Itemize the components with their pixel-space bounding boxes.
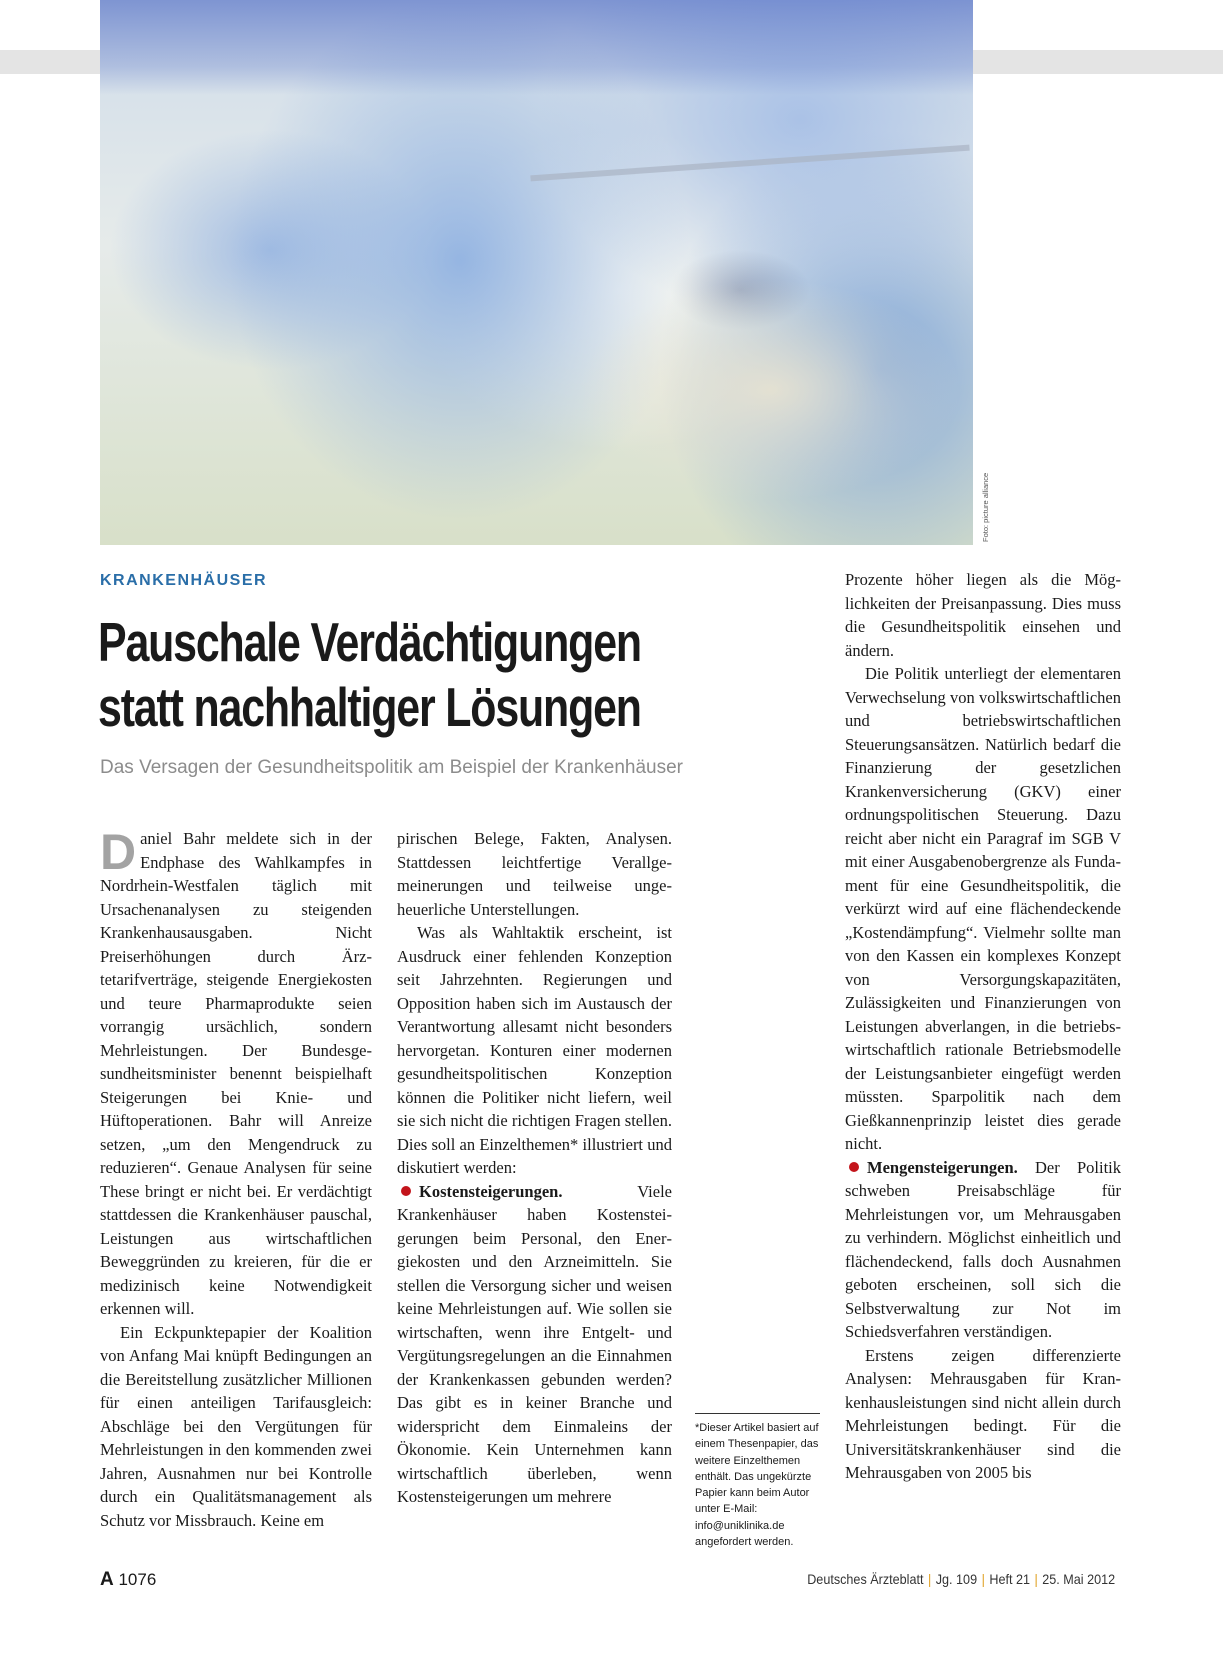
photo-credit (978, 470, 992, 545)
paragraph: Prozente höher liegen als die Möglichkeiten der Preisanpassung. Dies muss die Gesundheitspolitik einsehen und ändern. (845, 570, 1121, 660)
page-prefix: A (100, 1569, 114, 1590)
bullet-dot-icon (849, 1162, 859, 1172)
footnote: *Dieser Artikel basiert auf einem Thesenpapier, das weitere Einzelthemen enthält. Das ungekürzte Papier kann beim Autor unter E-Mail: info@uniklinika.de angefordert werden. (695, 1413, 820, 1550)
drop-cap: D (100, 824, 137, 880)
page-number (100, 1569, 156, 1591)
text-column-2 (397, 827, 672, 1509)
paragraph-bullet (397, 1180, 672, 1509)
journal-issue: Heft 21 (989, 1571, 1030, 1587)
journal-name: Deutsches Ärzteblatt (807, 1571, 924, 1587)
photo-gurney-rail (530, 145, 969, 182)
footer-separator: | (981, 1571, 985, 1587)
section-kicker: KRANKENHÄUSER (100, 572, 268, 589)
footer-citation (807, 1571, 1115, 1587)
journal-date: 25. Mai 2012 (1042, 1571, 1115, 1587)
text-column-1 (100, 824, 372, 1532)
paragraph-text: Der Politik schweben Preisabschläge für Mehrleistungen vor, um Mehrausgaben zu verhindern. Möglichst einheitlich und flächendeckend, falls doch Ausnahmen geboten erscheinen, soll sich die Selbstverwaltung zur Not im Schiedsverfahren verständigen. (845, 1157, 1121, 1341)
paragraph-bullet (845, 1156, 1121, 1344)
article-headline (98, 610, 660, 740)
paragraph (100, 824, 372, 1321)
headline-line-1: Pauschale Verdächtigungen (98, 611, 641, 673)
paragraph: Was als Wahltaktik erscheint, ist Ausdruck einer fehlenden Konzeption seit Jahrzehnten. Regierungen und Opposition haben sich im Austausch der Verantwortung allesamt nicht besonders hervorgetan. Konturen einer modernen gesundheitspolitischen Konzeption können die Politiker nicht liefern, weil sie sich nicht die richtigen Fragen stellen. Dies soll an Einzelthemen* illustriert und diskutiert werden: (397, 923, 672, 1177)
photo-credit-text: Foto: picture alliance (981, 472, 990, 542)
bullet-lead: Kostensteigerungen. (419, 1181, 563, 1201)
article-subtitle: Das Versagen der Gesundheitspolitik am Beispiel der Krankenhäuser (100, 757, 683, 778)
header-band-left (0, 50, 100, 74)
article-photo (100, 0, 973, 545)
header-band-right (973, 50, 1223, 74)
paragraph-text: Viele Krankenhäuser haben Kostensteigerungen beim Personal, den Energiekosten und den Arzneimitteln. Sie stellen die Versorgung sicher und weisen keine Mehrleistungen auf. Wie sollen sie wirtschaften, wenn ihre Entgelt- und Vergütungsregelungen an die Einnahmen der Krankenkassen gebunden werden? Das gibt es in keiner Branche und widerspricht dem Einmaleins der Ökonomie. Kein Unternehmen kann wirtschaftlich überleben, wenn Kostensteigerungen um mehrere (397, 1181, 672, 1506)
paragraph-text: aniel Bahr meldete sich in der Endphase des Wahlkampfes in Nordrhein-Westfalen täglich mit Ursachenanalysen zu steigenden Krankenhausausgaben. Nicht Preiserhöhungen durch Ärztetarifverträge, steigende Energiekosten und teure Pharmaprodukte seien vorrangig ursächlich, sondern Mehrleistungen. Der Bundesgesundheitsminister benennt beispielhaft Steigerungen bei Knie- und Hüftoperationen. Bahr will Anreize setzen, „um den Mengendruck zu reduzieren“. Genaue Analysen für seine These bringt er nicht bei. Er verdächtigt stattdessen die Krankenhäuser pauschal, Leistungen aus wirtschaftlichen Beweggründen zu kreieren, für die er medizinisch keine Notwendigkeit erkennen will. (100, 829, 372, 1318)
paragraph: Ein Eckpunktepapier der Koalition von Anfang Mai knüpft Bedingungen an die Bereitstellung zusätzlicher Millionen für einen anteiligen Tarifausgleich: Abschläge bei den Vergütungen für Mehrleistungen in den kommenden zwei Jahren, Ausnahmen nur bei Kontrolle durch ein Qualitätsmanagement als Schutz vor Missbrauch. Keine em (100, 1322, 372, 1530)
footer-separator: | (1034, 1571, 1038, 1587)
paragraph: pirischen Belege, Fakten, Analysen. Stattdessen leichtfertige Verallgemeinerungen und teilweise ungeheuerliche Unterstellungen. (397, 829, 672, 919)
bullet-dot-icon (401, 1186, 411, 1196)
headline-line-2: statt nachhaltiger Lösungen (98, 676, 641, 738)
journal-volume: Jg. 109 (935, 1571, 977, 1587)
paragraph: Erstens zeigen differenzierte Analysen: Mehrausgaben für Krankenhausleistungen sind nicht allein durch Mehrleistungen bedingt. Für die Universitätskrankenhäuser sind die Mehrausgaben von 2005 bis (845, 1345, 1121, 1482)
bullet-lead: Mengensteigerungen. (867, 1157, 1018, 1177)
paragraph: Die Politik unterliegt der elementaren Verwechselung von volkswirtschaftlichen und betriebswirtschaftlichen Steuerungsansätzen. Natürlich bedarf die Finanzierung der gesetzlichen Krankenversicherung (GKV) einer ordnungspolitischen Steuerung. Dazu reicht aber nicht ein Paragraf im SGB V mit einer Ausgabenobergrenze als Fundament für eine Gesundheitspolitik, die verkürzt wird auf eine flächendeckende „Kostendämpfung“. Vielmehr sollte man von den Kassen ein komplexes Konzept von Versorgungskapazitäten, Zulässigkeiten und Finanzierungen von Leistungen abverlangen, in die betriebswirtschaftlich rationale Betriebsmodelle der Leistungsanbieter eingefügt werden müssten. Sparpolitik nach dem Gießkannenprinzip leistet dies gerade nicht. (845, 664, 1121, 1153)
text-column-3 (845, 568, 1121, 1485)
photo-wall-stripe (100, 0, 973, 95)
page-number-value: 1076 (113, 1570, 157, 1589)
footer-separator: | (927, 1571, 932, 1587)
